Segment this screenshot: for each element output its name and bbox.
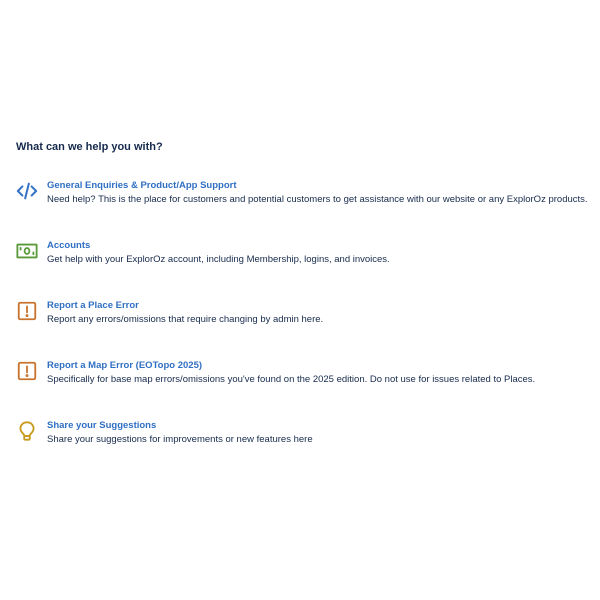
request-type-place-error[interactable] xyxy=(16,299,596,359)
request-type-description: Specifically for base map errors/omissions you've found on the 2025 edition. Do not use for issues related to Places. xyxy=(47,374,536,385)
lightbulb-icon xyxy=(16,420,38,442)
request-type-title[interactable]: Report a Place Error xyxy=(47,300,139,311)
request-type-general-enquiries[interactable] xyxy=(16,179,596,239)
request-type-description: Share your suggestions for improvements or new features here xyxy=(47,434,313,445)
request-type-map-error[interactable] xyxy=(16,359,596,419)
money-icon xyxy=(16,240,38,262)
alert-icon xyxy=(16,300,38,322)
code-icon xyxy=(16,180,38,202)
request-type-accounts[interactable] xyxy=(16,239,596,299)
request-type-suggestions[interactable] xyxy=(16,419,596,479)
request-type-title[interactable]: Accounts xyxy=(47,240,91,251)
alert-icon xyxy=(16,360,38,382)
request-type-title[interactable]: General Enquiries & Product/App Support xyxy=(47,180,237,191)
request-type-description: Get help with your ExplorOz account, including Membership, logins, and invoices. xyxy=(47,254,390,265)
page-heading: What can we help you with? xyxy=(16,141,163,153)
request-type-description: Report any errors/omissions that require changing by admin here. xyxy=(47,314,324,325)
help-categories xyxy=(16,139,596,479)
request-type-title[interactable]: Share your Suggestions xyxy=(47,420,157,431)
request-type-description: Need help? This is the place for customers and potential customers to get assistance with our website or any ExplorOz products. xyxy=(47,194,588,205)
request-type-title[interactable]: Report a Map Error (EOTopo 2025) xyxy=(47,360,203,371)
